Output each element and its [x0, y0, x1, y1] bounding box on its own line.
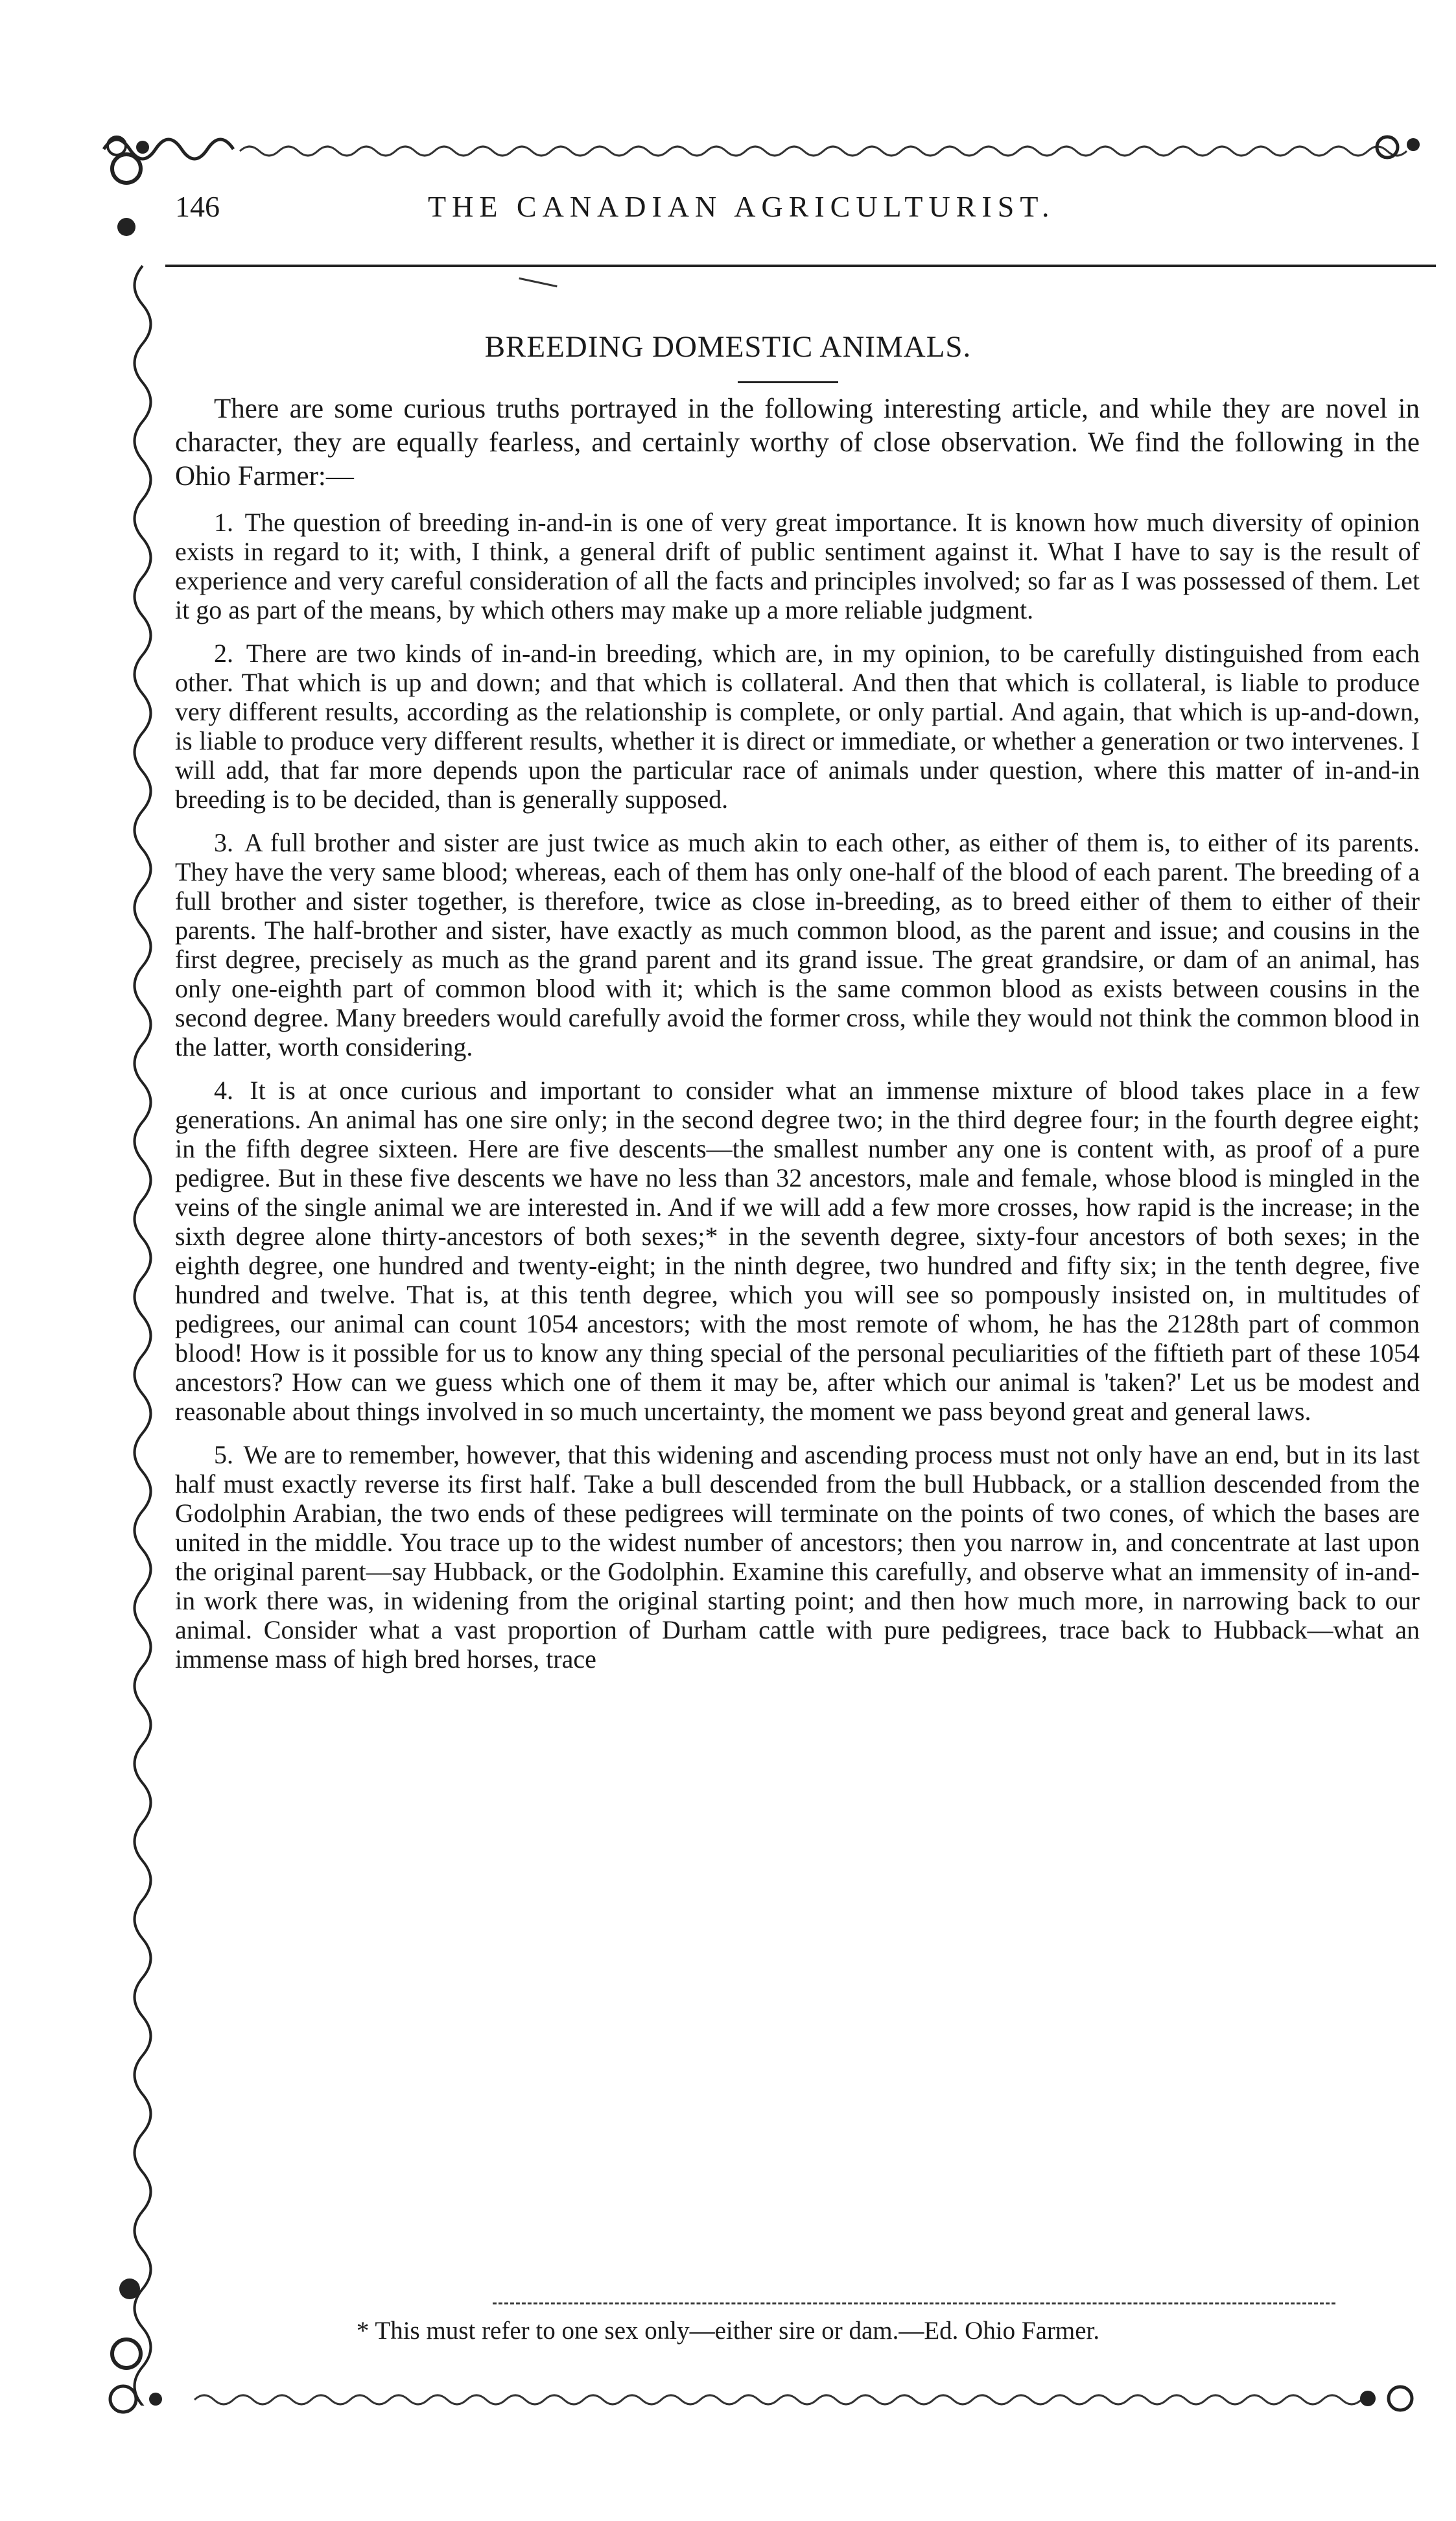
article-body	[175, 392, 1420, 1688]
paragraph-text: There are two kinds of in-and-in breeding, which are, in my opinion, to be carefully distinguished from each other. That which is up and down; and that which is collateral. And then that which is collateral, is liable to produce very different results, according as the relationship is complete, or only partial. And again, that which is up-and-down, is liable to produce very different results, whether it is direct or immediate, or whether a generation or two intervenes. I will add, that far more depends upon the particular race of animals under question, where this matter of in-and-in breeding is to be decided, than is generally supposed.	[175, 639, 1420, 814]
paragraph-text: We are to remember, however, that this widening and ascending process must not only have an end, but in its last half must exactly reverse its first half. Take a bull descended from the bull Hubback, or a stallion descended from the Godolphin Arabian, the two ends of these pedigrees will terminate on the points of two cones, of which the bases are united in the middle. You trace up to the widest number of ancestors; then you narrow in, and concentrate at last upon the original parent—say Hubback, or the Godolphin. Examine this carefully, and observe what an immensity of in-and-in work there was, in widening from the original starting point; and then how much more, in narrowing back to our animal. Consider what a vast proportion of Durham cattle with pure pedigrees, trace back to Hubback—what an immense mass of high bred horses, trace	[175, 1440, 1420, 1674]
title-rule	[738, 381, 838, 383]
footnote-rule	[493, 2302, 1335, 2304]
ornamental-border-left	[97, 149, 169, 2406]
footnote: * This must refer to one sex only—either sire or dam.—Ed. Ohio Farmer.	[356, 2317, 1100, 2345]
paragraph-1	[175, 508, 1420, 624]
paragraph-5	[175, 1440, 1420, 1674]
paragraph-number: 2.	[214, 639, 233, 668]
paragraph-2	[175, 639, 1420, 814]
paragraph-4	[175, 1076, 1420, 1426]
paragraph-number: 4.	[214, 1076, 233, 1105]
page-number: 146	[175, 190, 220, 223]
paragraph-text: It is at once curious and important to consider what an immense mixture of blood takes place in a few generations. An animal has one sire only; in the second degree two; in the third degree four; in the fourth degree eight; in the fifth degree sixteen. Here are five descents—the smallest number any one is content with, as proof of a pure pedigree. But in these five descents we have no less than 32 ancestors, male and female, whose blood is mingled in the veins of the single animal we are interested in. And if we will add a few more crosses, how rapid is the increase; in the sixth degree alone thirty-ancestors of both sexes;* in the seventh degree, sixty-four ancestors of both sexes; in the eighth degree, one hundred and twenty-eight; in the ninth degree, two hundred and fifty six; in the tenth degree, five hundred and twelve. That is, at this tenth degree, which you will see so pompously insisted on, in multitudes of pedigrees, our animal can count 1054 ancestors; with the most remote of whom, he has the 2128th part of common blood! How is it possible for us to know any thing special of the personal peculiarities of the fiftieth part of these 1054 ancestors? How can we guess which one of them it may be, after which our animal is 'taken?' Let us be modest and reasonable about things involved in so much uncertainty, the moment we pass beyond great and general laws.	[175, 1076, 1420, 1426]
ornamental-border-top	[97, 126, 1426, 172]
paragraph-number: 3.	[214, 828, 233, 857]
running-head	[175, 189, 1439, 241]
printer-mark	[519, 278, 557, 287]
paragraph-text: A full brother and sister are just twice as much akin to each other, as either of them is, to either of its parents. They have the very same blood; whereas, each of them has only one-half of the blood of each parent. The breeding of a full brother and sister together, is therefore, twice as close in-breeding, as to breed either of them to either of their parents. The half-brother and sister, have exactly as much common blood, as the parent and issue; and cousins in the first degree, precisely as much as the grand parent and its grand issue. The great grandsire, or dam of an animal, has only one-eighth part of common blood with it; which is the same common blood as exists between cousins in the second degree. Many breeders would carefully avoid the former cross, while they would not think the common blood in the latter, worth considering.	[175, 828, 1420, 1061]
article-intro: There are some curious truths portrayed in the following interesting article, and while they are novel in character, they are equally fearless, and certainly worthy of close observation. We find the following in the Ohio Farmer:—	[175, 394, 1420, 491]
paragraph-number: 1.	[214, 508, 233, 537]
article-title: BREEDING DOMESTIC ANIMALS.	[484, 330, 972, 364]
paragraph-3	[175, 828, 1420, 1061]
journal-title: THE CANADIAN AGRICULTURIST.	[428, 190, 1055, 223]
paragraph-text: The question of breeding in-and-in is one of very great importance. It is known how much diversity of opinion exists in regard to it; with, I think, a general drift of public sentiment against it. What I have to say is the result of experience and very careful consideration of all the facts and principles involved; so far as I was possessed of them. Let it go as part of the means, by which others may make up a more reliable judgment.	[175, 508, 1420, 624]
header-rule	[165, 265, 1436, 267]
paragraph-number: 5.	[214, 1440, 233, 1469]
ornamental-border-bottom	[97, 2376, 1426, 2422]
